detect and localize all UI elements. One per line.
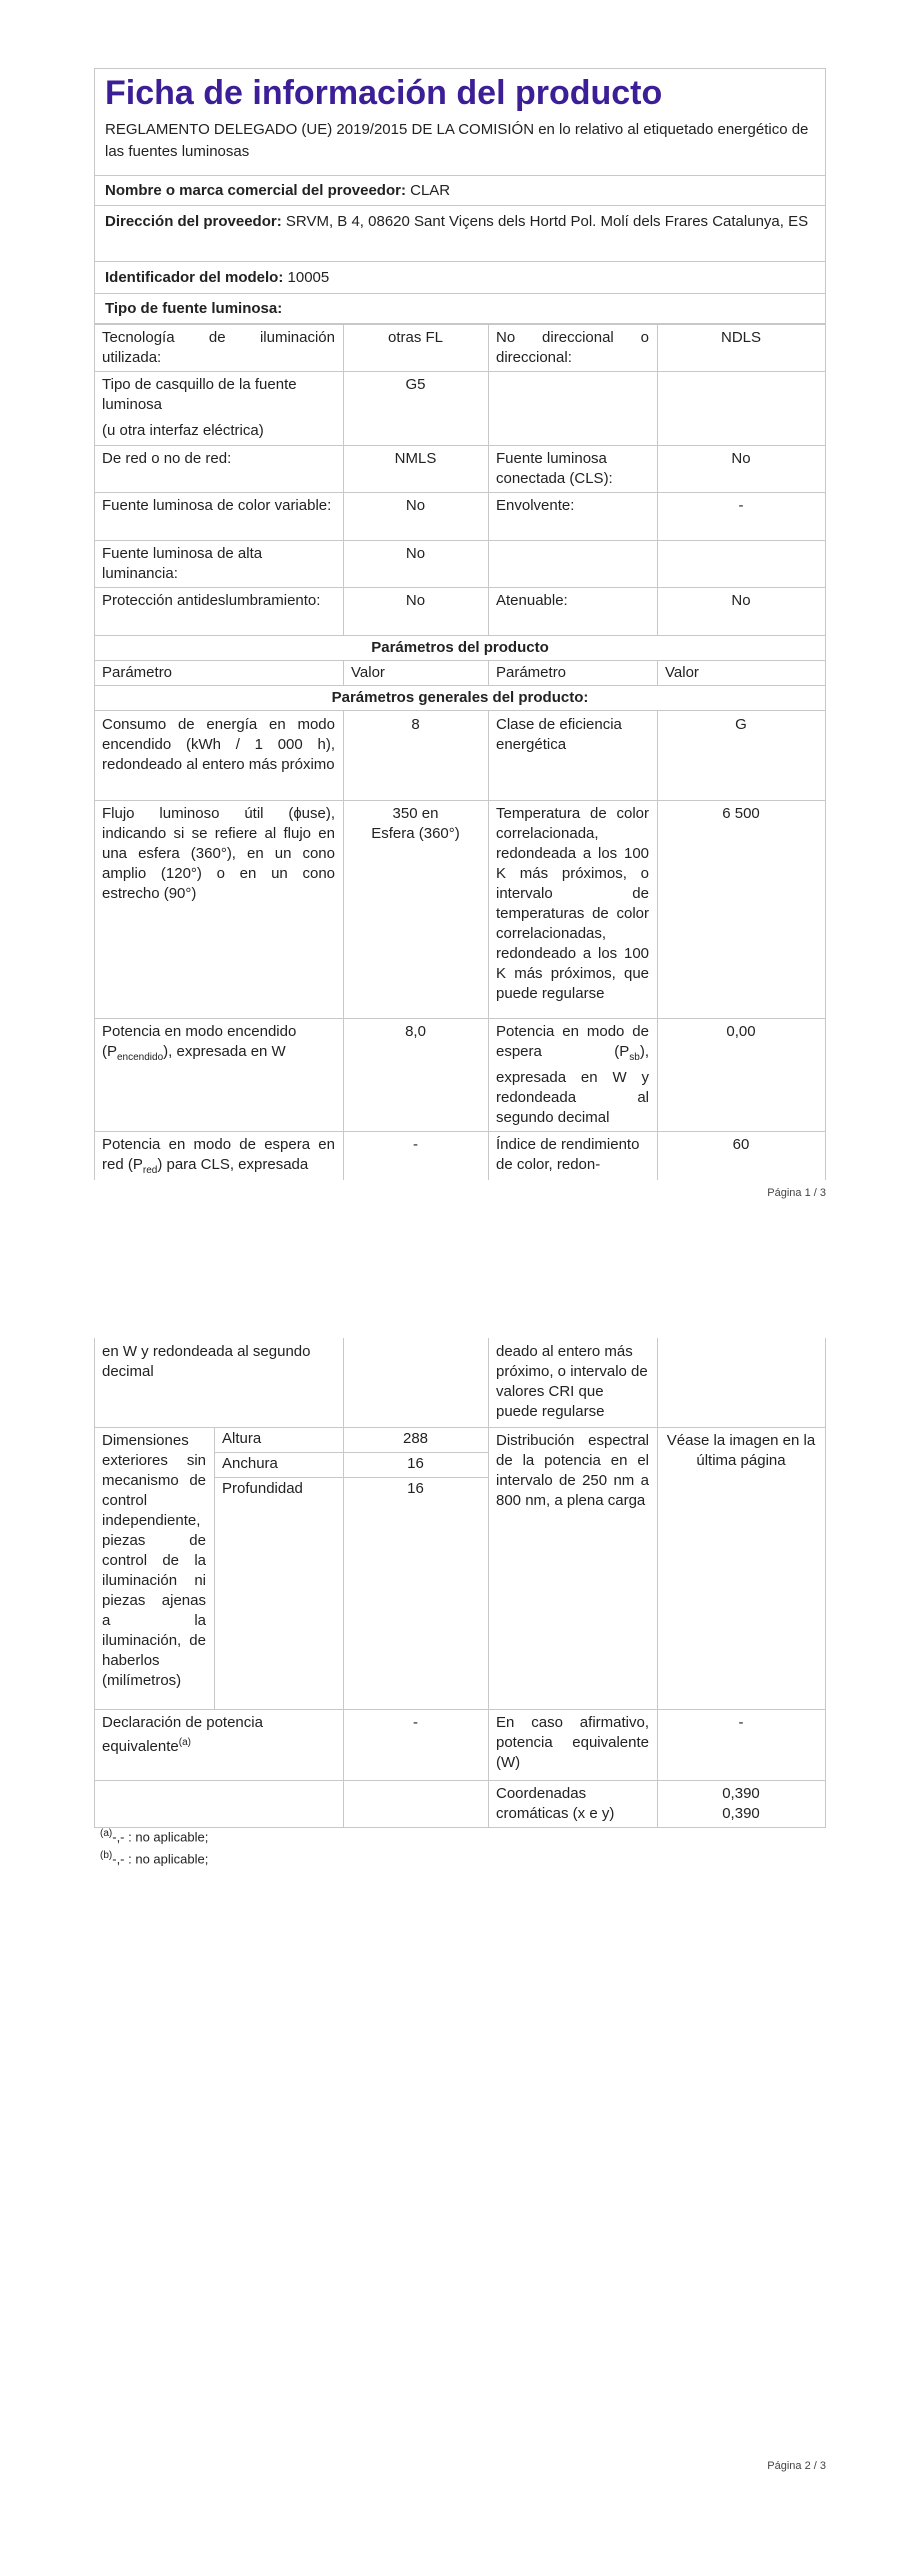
anti-glare-label: Protección antideslumbramiento: <box>102 592 321 609</box>
general-table-p2 <box>94 1338 826 1828</box>
luminous-flux-value: 350 en Esfera (360°) <box>371 805 460 842</box>
model-row <box>94 262 826 294</box>
network-standby-label <box>94 1131 343 1185</box>
network-standby-sub: red <box>142 1165 158 1176</box>
affirmative-power-value: - <box>738 1714 744 1731</box>
footnote-a-text: -,- : no aplicable; <box>112 1829 209 1845</box>
dim-width-label: Anchura <box>222 1455 278 1472</box>
col-header-value-1: Valor <box>351 664 385 681</box>
model-value: 10005 <box>287 269 330 286</box>
header-box <box>94 68 826 176</box>
on-mode-power-text-a: Potencia en modo encendido (P <box>102 1023 297 1060</box>
page-number-2: Página 2 / 3 <box>767 2460 826 2472</box>
cri-label: Índice de rendimiento de color, redon- <box>496 1136 640 1173</box>
col-header-value-2: Valor <box>665 664 699 681</box>
general-table-p1 <box>94 711 826 1180</box>
equivalent-power-sup: (a) <box>178 1737 191 1748</box>
standby-power-label <box>488 1018 657 1132</box>
envelope-label: Envolvente: <box>496 497 575 514</box>
standby-power-text-b: ), expresada en W y redondeada al segundo decimal <box>496 1043 649 1126</box>
dim-depth-value: 16 <box>407 1480 424 1497</box>
on-mode-power-text-b: ), expresada en W <box>163 1043 286 1060</box>
cap-label-main: Tipo de casquillo de la fuente luminosa <box>102 376 297 413</box>
regulation-text: REGLAMENTO DELEGADO (UE) 2019/2015 DE LA COMISIÓN en lo relativo al etiquetado energético de las fuentes luminosas <box>105 121 809 160</box>
on-mode-power-label <box>94 1018 343 1072</box>
cap-value: G5 <box>405 376 426 393</box>
cls-label: Fuente luminosa conectada (CLS): <box>496 450 613 487</box>
chromaticity-label: Coordenadas cromáticas (x e y) <box>496 1785 615 1822</box>
equivalent-power-value: - <box>413 1714 418 1731</box>
standby-power-value: 0,00 <box>726 1023 756 1040</box>
on-mode-power-value: 8,0 <box>405 1023 426 1040</box>
footnote-b-text: -,- : no aplicable; <box>112 1851 209 1867</box>
supplier-address-value: SRVM, B 4, 08620 Sant Viçens dels Hortd Pol. Molí dels Frares Catalunya, ES <box>285 213 809 230</box>
col-header-param-2: Parámetro <box>496 664 567 681</box>
dim-depth-label: Profundidad <box>222 1480 303 1497</box>
dim-height-value: 288 <box>402 1430 429 1447</box>
cri-label-cont: deado al entero más próximo, o intervalo de valores CRI que puede regularse <box>496 1343 648 1420</box>
footnote-b <box>100 1850 208 1866</box>
footnote-a <box>100 1828 208 1844</box>
supplier-address-row <box>94 206 826 262</box>
dimmable-label: Atenuable: <box>496 592 568 609</box>
network-standby-value: - <box>413 1136 418 1153</box>
col-header-param-1: Parámetro <box>102 664 173 681</box>
colour-tunable-value: No <box>405 497 426 514</box>
network-standby-text-b: ) para CLS, expresada <box>157 1156 309 1173</box>
general-header-row <box>94 686 826 711</box>
affirmative-power-label: En caso afirmativo, potencia equivalente (W) <box>496 1714 649 1771</box>
cri-value: 60 <box>732 1136 750 1153</box>
directional-value: NDLS <box>720 329 761 346</box>
cls-value: No <box>731 450 751 467</box>
efficiency-class-value: G <box>735 716 747 733</box>
mains-label: De red o no de red: <box>102 450 232 467</box>
luminous-flux-label: Flujo luminoso útil (ɸuse), indicando si se refiere al flujo en una esfera (360°), en un cono amplio (120°) o en un cono estrecho (90°) <box>102 805 335 902</box>
type-table <box>94 324 826 636</box>
supplier-name-value: CLAR <box>410 182 451 199</box>
supplier-name-row <box>94 176 826 206</box>
standby-power-text-a: Potencia en modo de espera (P <box>496 1023 649 1060</box>
page-2 <box>0 1330 919 2560</box>
consumption-value: 8 <box>411 716 420 733</box>
tech-label: Tecnología de iluminación utilizada: <box>102 329 335 366</box>
supplier-address-label: Dirección del proveedor: <box>105 213 282 230</box>
efficiency-class-label: Clase de eficiencia energética <box>496 716 622 753</box>
anti-glare-value: No <box>405 592 426 609</box>
equivalent-power-text: Declaración de potencia equivalente <box>102 1714 263 1755</box>
on-mode-power-sub: encendido <box>117 1052 164 1063</box>
tech-value: otras FL <box>387 329 444 346</box>
footnote-a-sup: (a) <box>100 1828 113 1839</box>
chromaticity-value <box>657 1780 825 1828</box>
page-number-1: Página 1 / 3 <box>767 1187 826 1199</box>
params-header-row <box>94 636 826 661</box>
dim-height-label: Altura <box>222 1430 262 1447</box>
footnote-b-sup: (b) <box>100 1850 113 1861</box>
standby-power-sub: sb <box>629 1052 640 1063</box>
cap-label-note: (u otra interfaz eléctrica) <box>102 422 264 439</box>
envelope-value: - <box>738 497 744 514</box>
source-type-label: Tipo de fuente luminosa: <box>105 300 283 317</box>
spectral-distribution-value: Véase la imagen en la última página <box>666 1432 816 1469</box>
dim-width-value: 16 <box>407 1455 424 1472</box>
network-standby-text-a: Potencia en modo de espera en red (P <box>102 1136 335 1173</box>
directional-label: No direccional o direccional: <box>496 329 649 366</box>
high-luminance-value: No <box>405 545 426 562</box>
consumption-label: Consumo de energía en modo encendido (kWh / 1 000 h), redondeado al entero más próximo <box>102 716 335 773</box>
cap-label <box>94 371 343 445</box>
column-headers <box>94 661 826 686</box>
cct-value: 6 500 <box>722 805 760 822</box>
colour-tunable-label: Fuente luminosa de color variable: <box>102 497 332 514</box>
params-header: Parámetros del producto <box>371 639 549 656</box>
source-type-row <box>94 294 826 324</box>
dimensions-label: Dimensiones exteriores sin mecanismo de control independiente, piezas de control de la iluminación ni piezas ajenas a la iluminación, de haberlos (milímetros) <box>102 1432 206 1689</box>
equivalent-power-label <box>94 1709 343 1761</box>
spectral-distribution-label: Distribución espectral de la potencia en el intervalo de 250 nm a 800 nm, a plena carga <box>496 1432 649 1509</box>
general-header: Parámetros generales del producto: <box>331 689 589 706</box>
supplier-name-label: Nombre o marca comercial del proveedor: <box>105 182 406 199</box>
chromaticity-y: 0,390 <box>722 1805 760 1822</box>
dimmable-value: No <box>731 592 751 609</box>
model-label: Identificador del modelo: <box>105 269 284 286</box>
network-standby-label-cont: en W y redondeada al segundo decimal <box>102 1343 311 1380</box>
mains-value: NMLS <box>394 450 437 467</box>
page-1 <box>0 0 919 1200</box>
cct-label: Temperatura de color correlacionada, redondeada a los 100 K más próximos, o intervalo de temperaturas de color correlacionadas, redondeado a los 100 K más próximos, que puede regularse <box>496 805 649 1002</box>
chromaticity-x: 0,390 <box>722 1785 760 1802</box>
page-title: Ficha de información del producto <box>105 74 663 112</box>
high-luminance-label: Fuente luminosa de alta luminancia: <box>102 545 263 582</box>
